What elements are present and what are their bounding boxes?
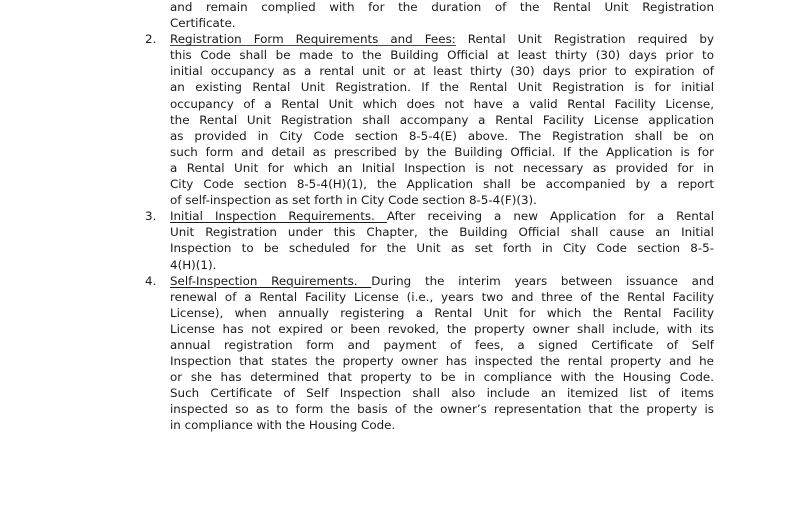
text-span: During the interim years between issuance and (371, 273, 714, 288)
text-line: or she has determined that property to be in compliance with the Housing Code. (170, 370, 714, 385)
item-heading: Registration Form Requirements and Fees: (170, 32, 456, 47)
text-line (170, 273, 714, 289)
text-line (170, 208, 714, 224)
text-line: Such Certificate of Self Inspection shall also include an itemized list of items (170, 386, 714, 401)
text-line: as provided in City Code section 8-5-4(E) above. The Registration shall be on (170, 128, 714, 143)
text-line: occupancy of a Rental Unit which does not have a valid Rental Facility License, (170, 96, 714, 111)
text-line: Inspection to be scheduled for the Unit as set forth in City Code section 8-5- (170, 241, 714, 256)
item-number: 3. (145, 209, 157, 224)
text-line: Inspection that states the property owner has inspected the rental property and he (170, 354, 714, 369)
text-line: License has not expired or been revoked, the property owner shall include, with its (170, 321, 714, 336)
text-line: renewal of a Rental Facility License (i.e., years two and three of the Rental Facility (170, 289, 714, 304)
item-heading: Self-Inspection Requirements. (170, 273, 372, 288)
text-line: of self-inspection as set forth in City Code section 8-5-4(F)(3). (170, 193, 537, 208)
text-line: a Rental Unit for which an Initial Inspection is not necessary as provided for in (170, 160, 714, 175)
text-line: City Code section 8-5-4(H)(1), the Application shall be accompanied by a report (170, 177, 714, 192)
text-line: in compliance with the Housing Code. (170, 418, 396, 433)
document-text (145, 0, 714, 434)
text-line: inspected so as to form the basis of the owner’s representation that the property is (170, 402, 714, 417)
text-line: initial occupancy as a rental unit or at least thirty (30) days prior to expiration of (170, 64, 714, 79)
text-line: annual registration form and payment of fees, a signed Certificate of Self (170, 337, 714, 352)
text-line: an existing Rental Unit Registration. If the Rental Unit Registration is for initial (170, 80, 714, 95)
text-line: and remain complied with for the duration of the Rental Unit Registration (170, 0, 714, 14)
list-item-2 (145, 31, 714, 208)
text-line: 4(H)(1). (170, 257, 217, 272)
item-heading: Initial Inspection Requirements. (170, 209, 387, 224)
text-span: Rental Unit Registration required by (455, 32, 714, 47)
text-line: this Code shall be made to the Building Official at least thirty (30) days prior to (170, 48, 714, 63)
text-line: the Rental Unit Registration shall accompany a Rental Facility License application (170, 112, 714, 127)
text-line: License), when annually registering a Rental Unit for which the Rental Facility (170, 305, 714, 320)
text-line: such form and detail as prescribed by the Building Official. If the Application is for (170, 144, 714, 159)
text-span: After receiving a new Application for a Rental (386, 209, 714, 224)
text-line: Certificate. (170, 16, 236, 31)
item-number: 2. (145, 32, 157, 47)
list-item-4 (145, 273, 714, 434)
item-number: 4. (145, 273, 157, 288)
text-line (170, 31, 714, 47)
list-item-3 (145, 208, 714, 272)
text-line: Unit Registration under this Chapter, the Building Official shall cause an Initial (170, 225, 714, 240)
